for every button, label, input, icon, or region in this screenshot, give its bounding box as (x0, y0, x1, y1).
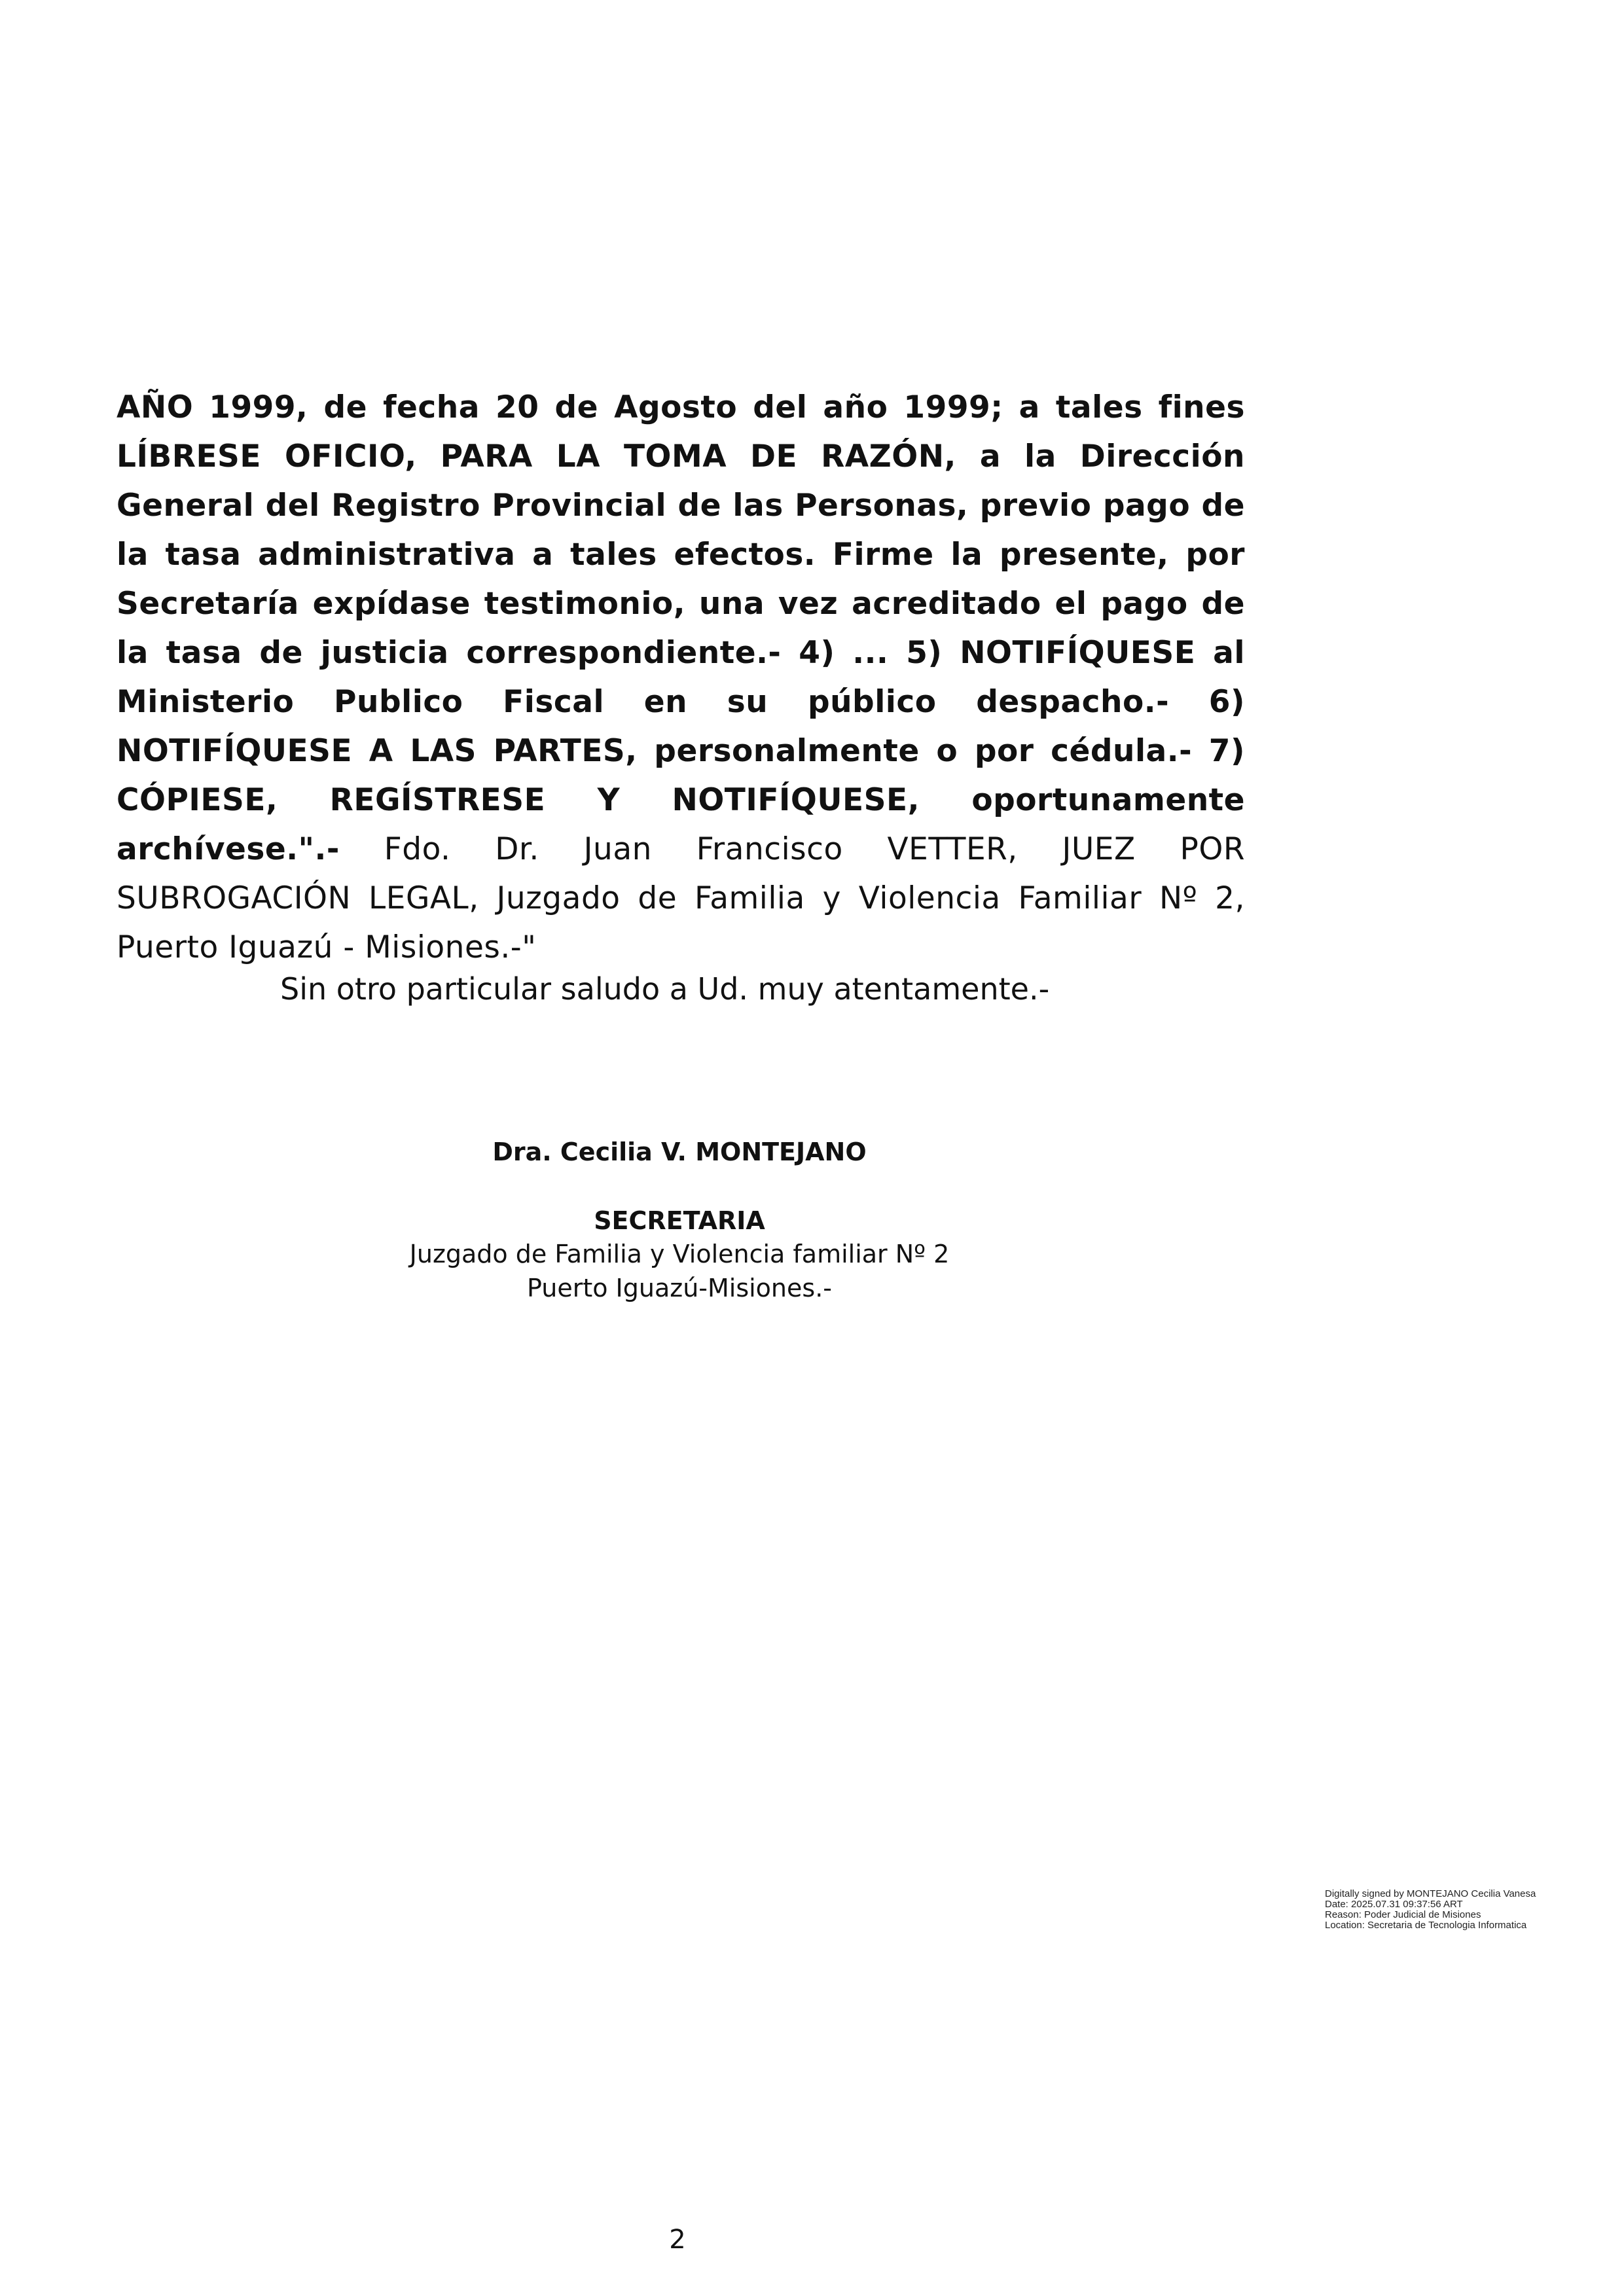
digital-signature-date: Date: 2025.07.31 09:37:56 ART (1325, 1899, 1463, 1910)
judge-signature-text: Fdo. Dr. Juan Francisco VETTER, JUEZ POR SUBROGACIÓN LEGAL, Juzgado de Familia y Violencia Familiar Nº 2, Puerto Iguazú - Misiones.-" (117, 831, 1245, 965)
digital-signature-signed-by: Digitally signed by MONTEJANO Cecilia Vanesa (1325, 1888, 1536, 1899)
closing-salutation: Sin otro particular saludo a Ud. muy atentamente.- (280, 971, 1050, 1007)
signer-court: Juzgado de Familia y Violencia familiar Nº 2 (409, 1240, 950, 1268)
signature-block (327, 1136, 1032, 1305)
signer-name: Dra. Cecilia V. MONTEJANO (492, 1138, 867, 1166)
signer-location: Puerto Iguazú-Misiones.- (526, 1274, 832, 1302)
page-number: 2 (669, 2225, 686, 2255)
digital-signature-stamp (1325, 1889, 1547, 1931)
digital-signature-reason: Reason: Poder Judicial de Misiones (1325, 1909, 1481, 1920)
resolution-paragraph (117, 383, 1245, 972)
digital-signature-location: Location: Secretaria de Tecnologia Informatica (1325, 1920, 1527, 1931)
signer-role: SECRETARIA (594, 1206, 765, 1235)
resolution-bold-text: AÑO 1999, de fecha 20 de Agosto del año 1999; a tales fines LÍBRESE OFICIO, PARA LA TOMA DE RAZÓN, a la Dirección General del Registro Provincial de las Personas, previo pago de la tasa administrativa a tales efectos. Firme la presente, por Secretaría expídase testimonio, una vez acreditado el pago de la tasa de justicia correspondiente.- 4) ... 5) NOTIFÍQUESE al Ministerio Publico Fiscal en su público despacho.- 6) NOTIFÍQUESE A LAS PARTES, personalmente o por cédula.- 7) CÓPIESE, REGÍSTRESE Y NOTIFÍQUESE, oportunamente archívese.".- (117, 389, 1245, 867)
